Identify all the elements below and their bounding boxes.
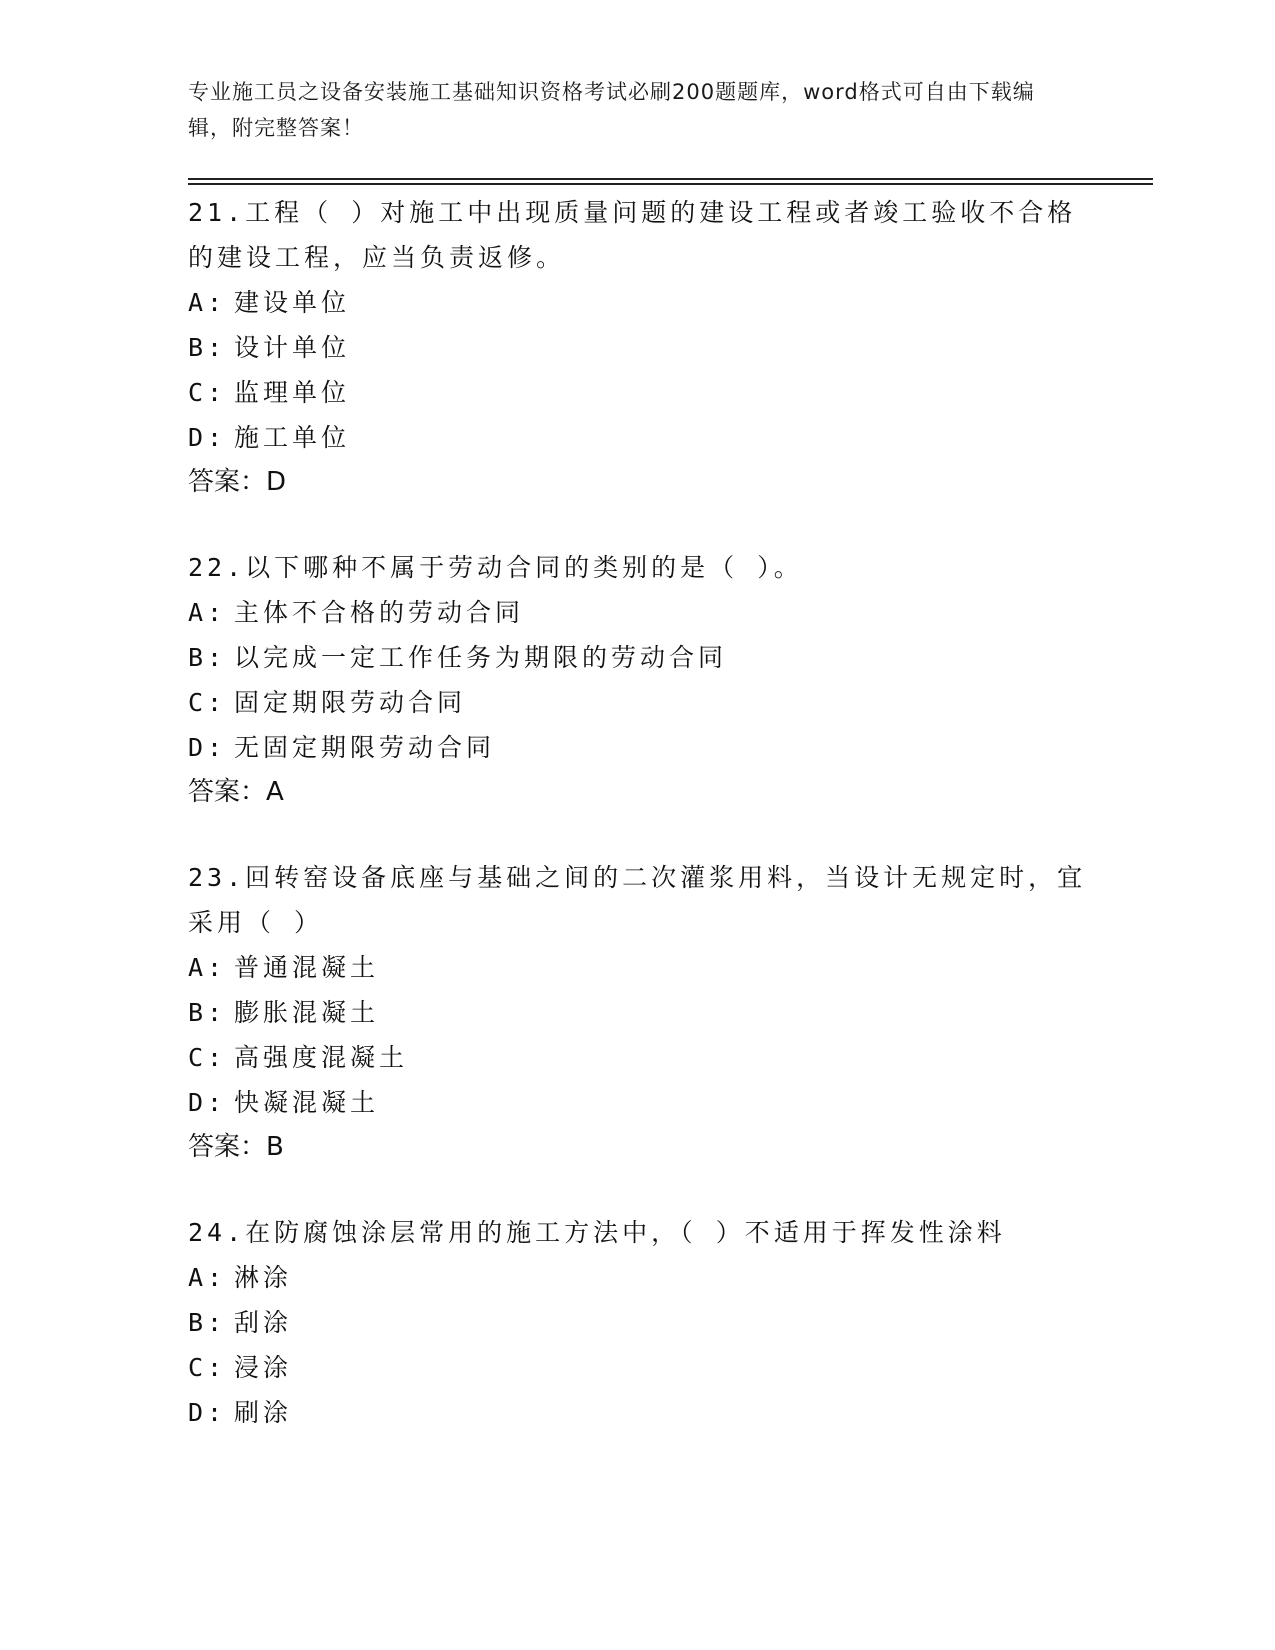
option-text: 无固定期限劳动合同 xyxy=(234,733,496,762)
option-letter: B: xyxy=(188,643,227,672)
option-text: 快凝混凝土 xyxy=(234,1088,380,1117)
option-text: 浸涂 xyxy=(234,1353,293,1382)
option-b xyxy=(188,1300,1088,1345)
option-letter: D: xyxy=(188,1088,227,1117)
question-23 xyxy=(188,855,1088,1170)
question-text: 21.工程（ ）对施工中出现质量问题的建设工程或者竣工验收不合格的建设工程，应当负责返修。 xyxy=(188,198,1077,272)
option-letter: D: xyxy=(188,1398,227,1427)
header-divider-bottom xyxy=(188,183,1153,185)
option-text: 膨胀混凝土 xyxy=(234,998,380,1027)
answer: 答案：D xyxy=(188,467,287,497)
option-letter: A: xyxy=(188,1263,227,1292)
option-text: 刷涂 xyxy=(234,1398,293,1427)
question-22 xyxy=(188,545,1088,815)
option-text: 固定期限劳动合同 xyxy=(234,688,467,717)
option-letter: B: xyxy=(188,333,227,362)
option-text: 主体不合格的劳动合同 xyxy=(234,598,525,627)
option-letter: A: xyxy=(188,288,227,317)
option-a xyxy=(188,280,1088,325)
answer: 答案：A xyxy=(188,777,284,807)
option-d xyxy=(188,1080,1088,1125)
option-a xyxy=(188,590,1088,635)
option-d xyxy=(188,725,1088,770)
option-text: 监理单位 xyxy=(234,378,351,407)
option-c xyxy=(188,1035,1088,1080)
option-c xyxy=(188,370,1088,415)
option-text: 设计单位 xyxy=(234,333,351,362)
option-b xyxy=(188,990,1088,1035)
option-letter: C: xyxy=(188,1043,227,1072)
question-text: 22.以下哪种不属于劳动合同的类别的是（ ）。 xyxy=(188,553,803,582)
option-letter: B: xyxy=(188,998,227,1027)
option-letter: C: xyxy=(188,1353,227,1382)
option-text: 刮涂 xyxy=(234,1308,293,1337)
option-text: 高强度混凝土 xyxy=(234,1043,409,1072)
question-24 xyxy=(188,1210,1088,1435)
option-c xyxy=(188,1345,1088,1390)
option-letter: C: xyxy=(188,378,227,407)
option-d xyxy=(188,415,1088,460)
option-letter: A: xyxy=(188,953,227,982)
question-text: 23.回转窑设备底座与基础之间的二次灌浆用料，当设计无规定时，宜采用（ ） xyxy=(188,863,1087,937)
option-a xyxy=(188,945,1088,990)
option-letter: D: xyxy=(188,423,227,452)
question-list xyxy=(188,190,1088,1475)
option-letter: B: xyxy=(188,1308,227,1337)
option-d xyxy=(188,1390,1088,1435)
question-21 xyxy=(188,190,1088,505)
option-c xyxy=(188,680,1088,725)
option-letter: D: xyxy=(188,733,227,762)
option-text: 以完成一定工作任务为期限的劳动合同 xyxy=(234,643,728,672)
question-text: 24.在防腐蚀涂层常用的施工方法中，（ ）不适用于挥发性涂料 xyxy=(188,1218,1006,1247)
document-header: 专业施工员之设备安装施工基础知识资格考试必刷200题题库，word格式可自由下载编辑，附完整答案！ xyxy=(188,80,1035,140)
option-text: 施工单位 xyxy=(234,423,351,452)
option-letter: C: xyxy=(188,688,227,717)
answer: 答案：B xyxy=(188,1132,284,1162)
option-text: 建设单位 xyxy=(234,288,351,317)
option-text: 普通混凝土 xyxy=(234,953,380,982)
option-b xyxy=(188,635,1088,680)
header-divider-top xyxy=(188,178,1153,180)
option-b xyxy=(188,325,1088,370)
option-letter: A: xyxy=(188,598,227,627)
option-text: 淋涂 xyxy=(234,1263,293,1292)
option-a xyxy=(188,1255,1088,1300)
